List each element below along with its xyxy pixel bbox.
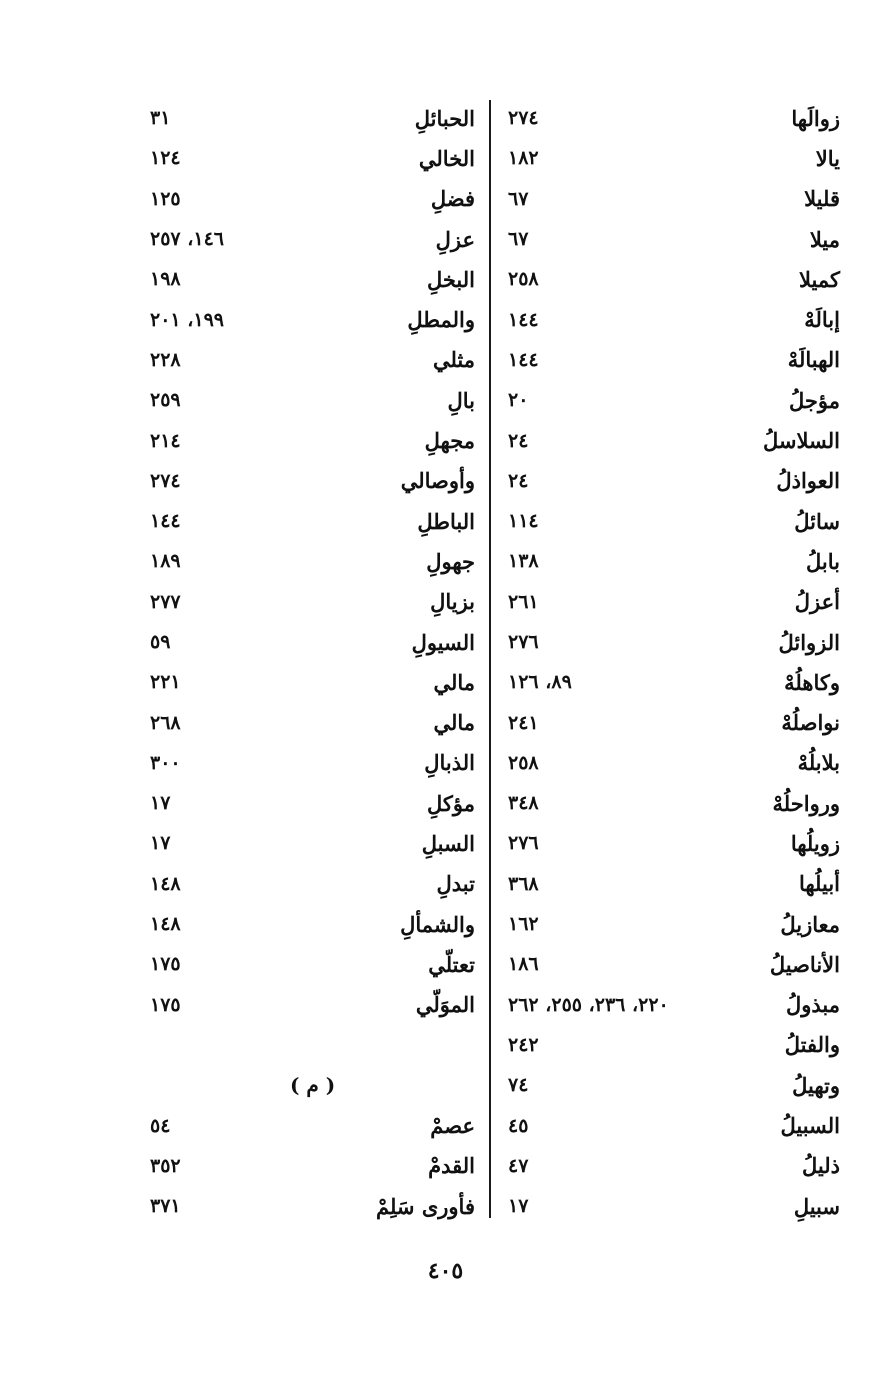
entry-word: ورواحلُهْ [772,790,840,816]
entry-word: مؤكلِ [427,790,475,816]
entry-page-refs: ٢٧٧ [150,590,181,613]
index-entry [140,622,475,662]
entry-page-refs: ١٢٥ [150,187,181,210]
index-entry [500,259,840,299]
entry-word: كميلا [798,266,840,292]
entry-word: جهولِ [426,548,475,574]
entry-word: والشمألِ [400,911,475,937]
index-entry [500,461,840,501]
entry-page-refs: ٤٧ [508,1154,529,1177]
index-entry [140,501,475,541]
index-entry [140,461,475,501]
entry-page-refs: ١٩٩، ٢٠١ [150,308,224,331]
entry-page-refs: ١٨٦ [508,953,539,976]
entry-page-refs: ٢٥٨ [508,268,539,291]
entry-word: زوالَها [791,105,840,131]
entry-word: نواصلُهْ [781,710,840,736]
entry-page-refs: ٢٦٨ [150,711,181,734]
entry-page-refs: ٢٧٦ [508,832,539,855]
entry-page-refs: ١٨٢ [508,147,539,170]
entry-page-refs: ١٩٨ [150,268,181,291]
index-entry [140,904,475,944]
entry-page-refs: ٣٤٨ [508,792,539,815]
entry-word: البخلِ [426,266,475,292]
index-entry [500,783,840,823]
entry-page-refs: ١٤٦، ٢٥٧ [150,228,224,251]
entry-page-refs: ٢٠ [508,389,529,412]
index-entry [140,219,475,259]
entry-word: مالي [433,710,475,736]
entry-word: الذبالِ [424,750,475,776]
entry-page-refs: ١٧ [150,832,171,855]
entry-page-refs: ٢٤٢ [508,1033,539,1056]
entry-page-refs: ٤٥ [508,1114,529,1137]
index-entry [500,1025,840,1065]
index-entry [140,1146,475,1186]
entry-page-refs: ٧٤ [508,1074,529,1097]
index-entry [140,582,475,622]
entry-word: عزلِ [435,226,475,252]
index-entry [140,420,475,460]
index-entry [500,622,840,662]
index-entry [500,904,840,944]
entry-word: الهبالَهْ [787,347,840,373]
entry-page-refs: ٢٥٩ [150,389,181,412]
entry-word: زويلُها [790,830,840,856]
entry-word: مثلي [432,347,475,373]
index-entry [140,98,475,138]
index-entry [140,783,475,823]
index-entry [500,98,840,138]
entry-page-refs: ٢٧٤ [508,107,539,130]
entry-page-refs: ١٧ [150,792,171,815]
entry-word: قليلا [804,186,840,212]
index-entry [500,743,840,783]
entry-word: عصمْ [430,1113,475,1139]
entry-word: والفتلُ [784,1032,840,1058]
entry-page-refs: ١٤٨ [150,913,181,936]
entry-page-refs: ٦٧ [508,187,529,210]
entry-word: السلاسلُ [763,428,840,454]
index-entry [140,1105,475,1145]
index-entry [500,864,840,904]
entry-word: القدمْ [428,1153,475,1179]
index-entry [140,702,475,742]
entry-page-refs: ٢٢٠، ٢٣٦، ٢٥٥، ٢٦٢ [508,993,669,1016]
index-entry [140,541,475,581]
entry-word: مالي [433,669,475,695]
entry-word: بالِ [447,387,475,413]
entry-word: الحبائلِ [414,105,475,131]
entry-page-refs: ١٧٥ [150,953,181,976]
entry-word: تعتلّي [428,951,475,977]
entry-page-refs: ٢٧٦ [508,631,539,653]
entry-word: ميلا [809,226,840,252]
entry-word: الزوائلُ [778,629,840,655]
index-entry [500,823,840,863]
index-column-right [500,98,840,1226]
entry-page-refs: ٢٤١ [508,711,539,734]
index-entry [500,380,840,420]
entry-page-refs: ٦٧ [508,228,529,251]
index-entry [140,985,475,1025]
index-entry [500,662,840,702]
entry-page-refs: ١٢٤ [150,147,181,170]
entry-word: سبيلِ [793,1193,840,1219]
entry-page-refs: ١٤٨ [150,872,181,895]
entry-page-refs: ١٨٩ [150,550,181,573]
index-entry [500,340,840,380]
entry-page-refs: ٢٢٨ [150,348,181,371]
entry-word: السيولِ [411,629,475,655]
index-entry [500,985,840,1025]
entry-page-refs: ١٣٨ [508,550,539,573]
entry-page-refs: ١١٤ [508,510,539,533]
index-column-left [140,98,475,1226]
entry-page-refs: ٣٦٨ [508,872,539,895]
index-entry [140,340,475,380]
entry-page-refs: ٢٢١ [150,671,181,694]
entry-word: مؤجلُ [789,387,840,413]
index-entry [140,299,475,339]
entry-page-refs: ٨٩، ١٢٦ [508,671,572,694]
entry-word: بابلُ [806,548,840,574]
entry-word: وتهيلُ [792,1072,840,1098]
index-entry [500,501,840,541]
index-entry [500,299,840,339]
entry-word: الموَلّي [415,992,475,1018]
entry-page-refs: ١٤٤ [508,308,539,331]
index-entry [500,541,840,581]
index-entry [140,1065,475,1105]
index-entry [500,1065,840,1105]
entry-page-refs: ٢٤ [508,469,529,492]
entry-word: الخالي [418,145,475,171]
index-entry [140,662,475,702]
index-entry [500,702,840,742]
index-entry [140,380,475,420]
index-entry [500,1186,840,1226]
index-entry [140,259,475,299]
index-entry [140,1025,475,1065]
index-entry [500,138,840,178]
entry-word: فأورى سَلِمْ [376,1193,475,1219]
entry-page-refs: ٢٤ [508,429,529,452]
entry-word: معازيلُ [780,911,840,937]
entry-word: إبالَهْ [804,307,840,333]
entry-word: فضلِ [430,186,475,212]
entry-page-refs: ٣٠٠ [150,751,181,774]
entry-page-refs: ٥٤ [150,1114,171,1137]
entry-page-refs: ١٤٤ [508,348,539,371]
entry-page-refs: ٢٥٨ [508,751,539,774]
entry-word: بلابلُهْ [797,750,840,776]
entry-word: وكاهلُهْ [784,669,840,695]
index-entry [140,944,475,984]
entry-word: والمطلِ [407,307,475,333]
index-entry [500,1105,840,1145]
entry-word: أعزلُ [794,589,840,615]
entry-word: العواذلُ [776,468,840,494]
index-entry [140,864,475,904]
entry-page-refs: ١٦٢ [508,913,539,936]
entry-word: السبيلُ [780,1113,840,1139]
entry-word: السبلِ [421,830,475,856]
entry-page-refs: ٣٧١ [150,1195,181,1218]
entry-page-refs: ٢١٤ [150,429,181,452]
entry-page-refs: ١٧ [508,1195,529,1218]
index-entry [500,179,840,219]
entry-word: الأناصيلُ [769,951,840,977]
entry-page-refs: ١٤٤ [150,510,181,533]
index-entry [500,1146,840,1186]
entry-page-refs: ١٧٥ [150,993,181,1016]
index-entry [500,219,840,259]
entry-word: بزيالِ [430,589,475,615]
entry-word: مبذولُ [785,992,840,1018]
index-entry [140,1186,475,1226]
entry-word: ذليلُ [802,1153,840,1179]
entry-word: الباطلِ [417,508,475,534]
entry-word: سائلُ [794,508,840,534]
entry-page-refs: ٥٩ [150,631,171,653]
entry-word: تبدلِ [436,871,475,897]
entry-page-refs: ٢٦١ [508,590,539,613]
index-entry [140,823,475,863]
entry-page-refs: ٣٥٢ [150,1154,181,1177]
index-entry [140,138,475,178]
entry-word: أبيلُها [798,871,840,897]
entry-word: وأوصالي [400,468,475,494]
column-divider [489,100,491,1218]
index-entry [500,944,840,984]
section-letter-heading: ( م ) [290,1073,336,1098]
entry-word: يالا [815,145,840,171]
index-entry [500,582,840,622]
entry-word: مجهلِ [424,428,475,454]
index-entry [500,420,840,460]
index-entry [140,743,475,783]
page-number: ٤٠٥ [427,1258,464,1284]
index-entry [140,179,475,219]
entry-page-refs: ٣١ [150,107,171,130]
entry-page-refs: ٢٧٤ [150,469,181,492]
